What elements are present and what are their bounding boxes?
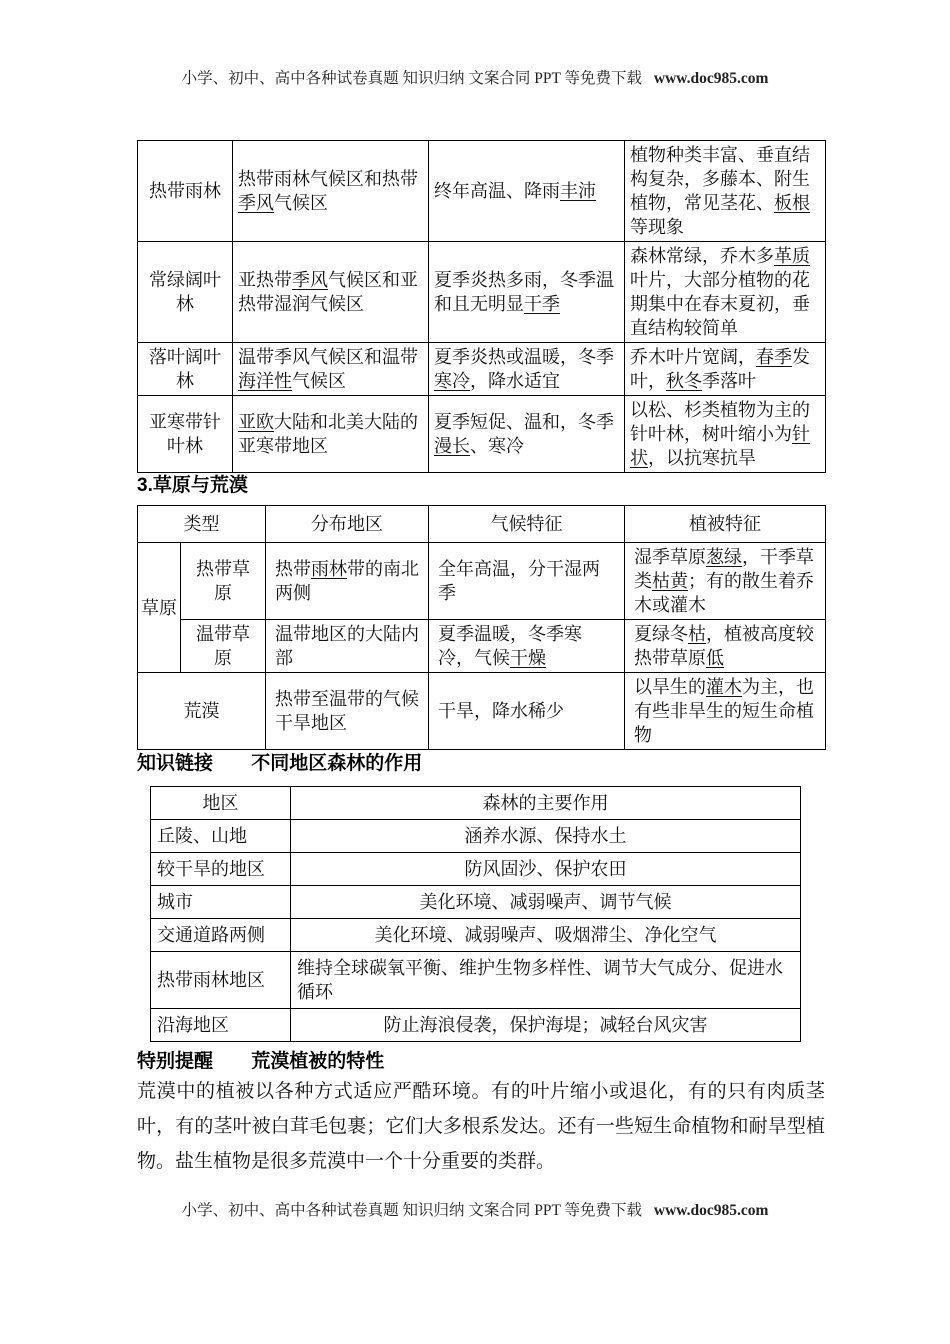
cell-role: 维持全球碳氧平衡、维护生物多样性、调节大气成分、促进水循环 [291, 952, 801, 1009]
cell-vegetation: 植物种类丰富、垂直结构复杂，多藤本、附生植物，常见茎花、板根等现象 [625, 141, 826, 242]
cell-forest-type: 亚寒带针叶林 [138, 396, 233, 473]
section-title: 3.草原与荒漠 [137, 475, 248, 496]
header-cell-type: 类型 [138, 506, 266, 543]
header-cell-role: 森林的主要作用 [291, 787, 801, 820]
cell-climate: 终年高温、降雨丰沛 [429, 141, 625, 242]
table-row-roadside [151, 919, 801, 952]
cell-climate: 全年高温，分干湿两季 [429, 543, 625, 620]
cell-distribution: 热带雨林气候区和热带季风气候区 [233, 141, 429, 242]
cell-climate: 干旱，降水稀少 [429, 673, 625, 750]
cell-subtype: 热带草原 [181, 543, 266, 620]
cell-role: 美化环境、减弱噪声、调节气候 [291, 886, 801, 919]
table-row-subarctic-coniferous [138, 396, 826, 473]
special-note-label: 特别提醒 [137, 1051, 214, 1072]
cell-vegetation: 乔木叶片宽阔，春季发叶，秋冬季落叶 [625, 343, 826, 396]
table-header-row [138, 506, 826, 543]
cell-distribution: 热带至温带的气候干旱地区 [266, 673, 429, 750]
cell-role: 防风固沙、保护农田 [291, 853, 801, 886]
cell-distribution: 亚欧大陆和北美大陆的亚寒带地区 [233, 396, 429, 473]
table-row-temperate-grassland [138, 620, 826, 673]
cell-area: 沿海地区 [151, 1009, 291, 1042]
table-row-rainforest-area [151, 952, 801, 1009]
cell-forest-type: 落叶阔叶林 [138, 343, 233, 396]
table-row-desert [138, 673, 826, 750]
cell-area: 热带雨林地区 [151, 952, 291, 1009]
cell-role: 美化环境、减弱噪声、吸烟滞尘、净化空气 [291, 919, 801, 952]
table-row-arid-area [151, 853, 801, 886]
cell-climate: 夏季短促、温和，冬季漫长、寒冷 [429, 396, 625, 473]
special-note-heading [137, 1046, 384, 1073]
table-row-deciduous-broadleaf [138, 343, 826, 396]
cell-distribution: 温带季风气候区和温带海洋性气候区 [233, 343, 429, 396]
header-cell-distribution: 分布地区 [266, 506, 429, 543]
table-row-city [151, 886, 801, 919]
header-site-link[interactable]: www.doc985.com [653, 70, 769, 87]
footer-text: 小学、初中、高中各种试卷真题 知识归纳 文案合同 PPT 等免费下载 [181, 1202, 643, 1219]
cell-desert-type: 荒漠 [138, 673, 266, 750]
cell-area: 交通道路两侧 [151, 919, 291, 952]
knowledge-link-title: 不同地区森林的作用 [251, 753, 423, 774]
cell-vegetation: 以松、杉类植物为主的针叶林，树叶缩小为针状，以抗寒抗旱 [625, 396, 826, 473]
table-row-evergreen-broadleaf [138, 242, 826, 343]
special-note-title: 荒漠植被的特性 [251, 1051, 385, 1072]
forest-types-table [137, 140, 826, 473]
cell-distribution: 温带地区的大陆内部 [266, 620, 429, 673]
cell-distribution: 亚热带季风气候区和亚热带湿润气候区 [233, 242, 429, 343]
cell-vegetation: 夏绿冬枯，植被高度较热带草原低 [625, 620, 826, 673]
desert-vegetation-paragraph: 荒漠中的植被以各种方式适应严酷环境。有的叶片缩小或退化，有的只有肉质茎叶，有的茎叶被白茸毛包裹；它们大多根系发达。还有一些短生命植物和耐旱型植物。盐生植物是很多荒漠中一个十分重要的类群。 [137, 1081, 825, 1172]
cell-climate: 夏季炎热多雨，冬季温和且无明显干季 [429, 242, 625, 343]
table-row-tropical-grassland [138, 543, 826, 620]
cell-area: 城市 [151, 886, 291, 919]
cell-group-grassland: 草原 [138, 543, 181, 673]
cell-area: 较干旱的地区 [151, 853, 291, 886]
table-row-hills [151, 820, 801, 853]
cell-vegetation: 湿季草原葱绿，干季草类枯黄；有的散生着乔木或灌木 [625, 543, 826, 620]
cell-vegetation: 以旱生的灌木为主，也有些非旱生的短生命植物 [625, 673, 826, 750]
forest-functions-table [150, 786, 801, 1042]
section-heading-grassland-desert [137, 470, 248, 497]
cell-climate: 夏季温暖，冬季寒冷，气候干燥 [429, 620, 625, 673]
table-row-coastal-area [151, 1009, 801, 1042]
page-header [0, 66, 950, 88]
header-cell-vegetation: 植被特征 [625, 506, 826, 543]
header-cell-climate: 气候特征 [429, 506, 625, 543]
table-header-row [151, 787, 801, 820]
knowledge-link-heading [137, 748, 422, 775]
cell-area: 丘陵、山地 [151, 820, 291, 853]
grassland-desert-table [137, 505, 826, 750]
header-text: 小学、初中、高中各种试卷真题 知识归纳 文案合同 PPT 等免费下载 [181, 70, 643, 87]
header-cell-area: 地区 [151, 787, 291, 820]
cell-forest-type: 常绿阔叶林 [138, 242, 233, 343]
cell-climate: 夏季炎热或温暖，冬季寒冷，降水适宜 [429, 343, 625, 396]
cell-forest-type: 热带雨林 [138, 141, 233, 242]
cell-role: 防止海浪侵袭，保护海堤；减轻台风灾害 [291, 1009, 801, 1042]
cell-distribution: 热带雨林带的南北两侧 [266, 543, 429, 620]
cell-vegetation: 森林常绿，乔木多革质叶片，大部分植物的花期集中在春末夏初，垂直结构较简单 [625, 242, 826, 343]
knowledge-link-label: 知识链接 [137, 753, 214, 774]
footer-site-link[interactable]: www.doc985.com [653, 1202, 769, 1219]
table-row-tropical-rainforest [138, 141, 826, 242]
page-footer [0, 1198, 950, 1220]
cell-role: 涵养水源、保持水土 [291, 820, 801, 853]
cell-subtype: 温带草原 [181, 620, 266, 673]
